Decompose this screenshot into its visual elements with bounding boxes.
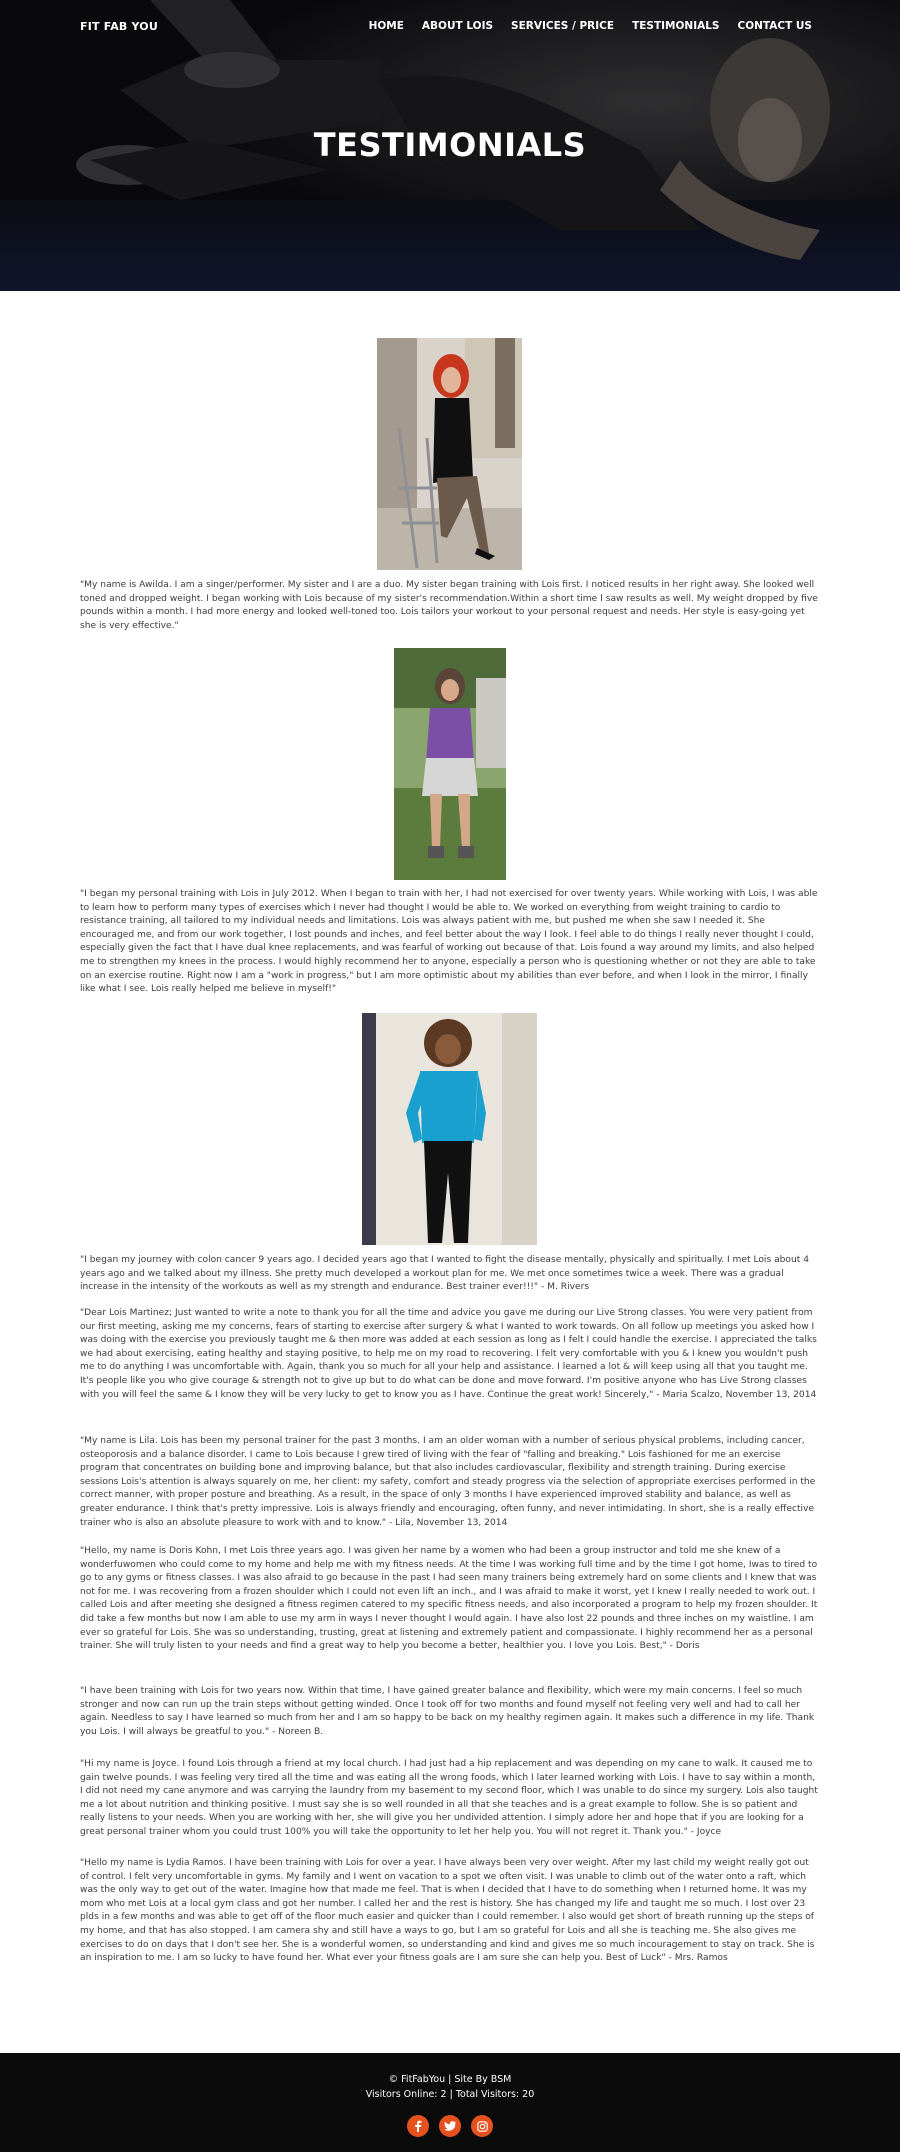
nav-contact-us[interactable]: CONTACT US [737,20,812,32]
brand-logo-link[interactable]: FIT FAB YOU [80,20,158,33]
nav-testimonials[interactable]: TESTIMONIALS [632,20,720,32]
testimonial-text: "Hello my name is Lydia Ramos. I have been training with Lois for over a year. I have always been very over weight. After my last child my weight really got out of control. I felt very uncomfortable in gyms. My family and I went on vacation to a spot we often visit. I was unable to climb out of the water onto a raft, which was the only way to get out of the water. Imagine how that made me feel. That is when I decided that I have to do something when I returned home. It was my mom who met Lois at a local gym class and got her number. I called her and the rest is history. She has changed my life and taught me so much. I lost over 23 plds in a few months and was able to get off of the floor much easier and quicker than I could remember. I also would get short of breath running up the steps of my home, and that has also stopped. I am camera shy and still have a ways to go, but I am so grateful for Lois and all she is teaching me. She also gives me exercises to do on days that I don't see her. She is a wonderful women, so understanding and kind and gives me so much incouragement to stay on track. She is an inspiration to me. I am so lucky to have found her. What ever your fitness goals are I am sure she can help you. Best of Luck" - Mrs. Ramos [80,1858,815,1964]
testimonial-text: "Dear Lois Martinez; Just wanted to write a note to thank you for all the time and advice you gave me during our Live Strong classes. You were very patient from our first meeting, asking me my concerns, fears of starting to exercise after surgery & what I wanted to work towards. On all follow up meetings you asked how I was doing with the exercise you previously taught me & then more was added at each session as long as I felt I could handle the exercise. I appreciated the talks we had about exercising, eating healthy and staying positive, to help me on my road to recovering. I felt very comfortable with you & I knew you wouldn't push me to do anything I was uncomfortable with. Again, thank you so much for all your help and assistance. I learned a lot & will keep using all that you taught me. It's people like you who give courage & strength not to give up but to do what can be done and move forward. I'm positive anyone who has Live Strong classes with you will feel the same & I know they will be very lucky to get to know you as I have. Continue the great work! Sincerely," - Maria Scalzo, November 13, 2014 [80,1308,817,1400]
nav-about-lois[interactable]: ABOUT LOIS [421,20,494,32]
facebook-link[interactable] [407,2115,429,2137]
instagram-link[interactable] [471,2115,493,2137]
visitor-counter: Visitors Online: 2 | Total Visitors: 20 [365,2089,535,2100]
testimonial-text: "My name is Lila. Lois has been my personal trainer for the past 3 months. I am an older woman with a number of serious physical problems, including cancer, osteoporosis and a balance disorder. I came to Lois because I grew tired of living with the fear of "falling and breaking." Lois fashioned for me an exercise program that concentrates on building bone and improving balance, but that also includes cardiovascular, flexibility and strength training. During exercise sessions Lois's attention is always squarely on me, her client: my safety, comfort and steady progress via the selection of appropriate exercises performed in the correct manner, with proper posture and breathing. As a result, in the space of only 3 months I have experienced improved stability and balance, as well as greater endurance. I think that's pretty impressive. Lois is always friendly and encouraging, often funny, and never intimidating. In short, she is a really effective trainer who is also an absolute pleasure to work with and to know." - Lila, November 13, 2014 [80,1436,816,1528]
hero-banner [0,0,900,291]
footer-credit: © FitFabYou | Site By BSM [388,2074,512,2085]
testimonial-text: "Hi my name is Joyce. I found Lois through a friend at my local church. I had just had a hip replacement and was depending on my cane to walk. It caused me to gain twelve pounds. I was feeling very tired all the time and was eating all the wrong foods, which I later learned working with Lois. I have to say within a month, I did not need my cane anymore and was carrying the laundry from my basement to my second floor, which I was unable to do since my surgery. Lois also taught me a lot about nutrition and thinking positive. I must say she is so well rounded in all that she teaches and is a great example to follow. She is so patient and really listens to your needs. When you are working with her, she will give you her undivided attention. I simply adore her and hope that if you are looking for a great personal trainer whom you could trust 100% you will take the opportunity to let her help you. You will not regret it. Thank you." - Joyce [80,1759,818,1837]
site-footer [0,2053,900,2152]
facebook-icon [413,2120,423,2132]
twitter-icon [444,2121,456,2131]
twitter-link[interactable] [439,2115,461,2137]
testimonial-text: "I began my personal training with Lois in July 2012. When I began to train with her, I had not exercised for over twenty years. While working with Lois, I was able to learn how to perform many types of exercises which I never had thought I would be able to. We worked on everything from weight training to cardio to resistance training, all tailored to my individual needs and limitations. Lois was always patient with me, but pushed me when she saw I needed it. She encouraged me, and from our work together, I lost pounds and inches, and feel better about the way I look. I feel able to do things I really never thought I could, especially given the fact that I have dual knee replacements, and was fearful of working out because of that. Lois found a way around my limits, and also helped me to strengthen my knees in the process. I would highly recommend her to anyone, especially a person who is questioning whether or not they are able to take on an exercise routine. Right now I am a "work in progress," but I am more optimistic about my abilities than ever before, and when I look in the mirror, I finally like what I see. Lois really helped me believe in myself!" [80,889,818,995]
nav-services-price[interactable]: SERVICES / PRICE [511,20,615,32]
instagram-icon [477,2121,488,2132]
testimonial-text: "My name is Awilda. I am a singer/performer. My sister and I are a duo. My sister began training with Lois first. I noticed results in her right away. She looked well toned and dropped weight. I began working with Lois because of my sister's recommendation.Within a short time I saw results as well. My weight dropped by five pounds within a month. I had more energy and looked well-toned too. Lois tailors your workout to your personal request and needs. Her style is easy-going yet she is very effective." [80,580,818,631]
main-nav [369,20,812,32]
testimonial-text: "Hello, my name is Doris Kohn, I met Lois three years ago. I was given her name by a women who had been a group instructor and told me she knew of a wonderfuwomen who could come to my home and help me with my fitness needs. At the time I was working full time and by the time I got home, Iwas to tired to go to any gyms or fitness classes. I was also afraid to go because in the past I had seen many trainers being extremely hard on some clients and I knew that was not for me. I was recovering from a frozen shoulder which I could not even lift an inch., and I was afraid to make it worst, yet I knew I really needed to work out. I called Lois and after meeting she designed a fitness regimen catered to my specific fitness needs, and also incorporated a program to help my frozen shoulder. It did take a few months but now I am able to use my arm in ways I never thought I would again. I have also lost 22 pounds and three inches on my waistline. I am ever so grateful for Lois. She was so understanding, trusting, great at listening and extremely patient and compassionate. I highly recommend her as a personal trainer. She will truly listen to your needs and find a great way to help you become a better, healthier you. I love you Lois. Best," - Doris [80,1546,818,1652]
testimonial-text: "I began my journey with colon cancer 9 years ago. I decided years ago that I wanted to fight the disease mentally, physically and spiritually. I met Lois about 4 years ago and we talked about my illness. She pretty much developed a workout plan for me. We met once sometimes twice a week. There was a gradual increase in the intensity of the workouts as well as my strength and endurance. Best trainer ever!!!" - M. Rivers [80,1255,810,1293]
nav-home[interactable]: HOME [368,20,404,32]
testimonial-photo-2 [394,648,506,880]
social-links [0,2115,900,2137]
page-title: TESTIMONIALS [313,126,587,164]
testimonial-photo-m-rivers [362,1013,537,1245]
testimonial-photo-awilda [377,338,522,570]
testimonial-text: "I have been training with Lois for two years now. Within that time, I have gained greater balance and flexibility, which were my main concerns. I feel so much stronger and now can run up the train steps without getting winded. Once I took off for two months and found myself not feeling very well and had to call her again. Needless to say I have learned so much from her and I am so happy to be back on my healthy regimen again. It makes such a difference in my life. Thank you Lois. I will always be greatful to you." - Noreen B. [80,1686,815,1737]
